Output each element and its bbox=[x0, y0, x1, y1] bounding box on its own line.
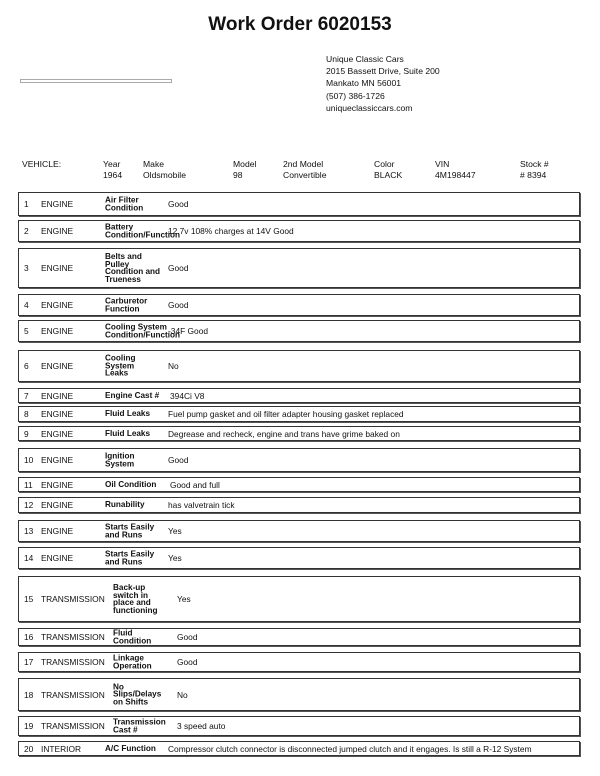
row-category: TRANSMISSION bbox=[41, 594, 105, 604]
row-number: 14 bbox=[24, 553, 34, 563]
row-value: Fuel pump gasket and oil filter adapter housing gasket replaced bbox=[168, 409, 404, 419]
row-value: 3 speed auto bbox=[177, 721, 226, 731]
row-item-line: on Shifts bbox=[113, 697, 149, 707]
company-block bbox=[326, 53, 440, 114]
row-item-line: Operation bbox=[113, 661, 152, 670]
row-item-line: Fluid Leaks bbox=[105, 409, 151, 419]
row-value: has valvetrain tick bbox=[168, 500, 235, 510]
row-category: ENGINE bbox=[41, 500, 74, 510]
row-category: ENGINE bbox=[41, 428, 74, 439]
vehicle-vin: VIN 4M198447 bbox=[435, 159, 476, 180]
row-number: 18 bbox=[24, 689, 34, 700]
row-item bbox=[113, 718, 166, 733]
row-category: ENGINE bbox=[41, 455, 74, 465]
row-category: ENGINE bbox=[41, 226, 74, 236]
row-number: 20 bbox=[24, 743, 34, 754]
row-item-line: Condition/Function bbox=[105, 230, 181, 239]
row-category: ENGINE bbox=[41, 263, 74, 273]
table-row bbox=[18, 320, 580, 342]
row-item-line: Cooling bbox=[105, 353, 136, 363]
row-category: ENGINE bbox=[41, 526, 74, 536]
row-item-line: Fluid Leaks bbox=[105, 428, 151, 438]
row-value: Good bbox=[168, 199, 189, 209]
row-number: 1 bbox=[24, 199, 29, 209]
row-item-line: functioning bbox=[113, 605, 158, 615]
row-item-line: Condition/Function bbox=[105, 330, 181, 339]
row-category: TRANSMISSION bbox=[41, 632, 105, 642]
row-item bbox=[105, 392, 159, 400]
row-item-line: A/C Function bbox=[105, 743, 156, 753]
row-number: 10 bbox=[24, 455, 34, 465]
table-row bbox=[18, 628, 580, 646]
row-number: 15 bbox=[24, 594, 34, 604]
company-city: Mankato MN 56001 bbox=[326, 78, 401, 89]
row-item-line: switch in bbox=[113, 590, 149, 600]
row-category: TRANSMISSION bbox=[41, 657, 105, 667]
row-number: 9 bbox=[24, 428, 29, 439]
row-value: Yes bbox=[177, 594, 191, 604]
table-row bbox=[18, 426, 580, 441]
row-number: 8 bbox=[24, 409, 29, 419]
row-item-line: Cooling System bbox=[105, 322, 167, 332]
vehicle-color: Color BLACK bbox=[374, 159, 403, 180]
row-category: TRANSMISSION bbox=[41, 721, 105, 731]
row-number: 2 bbox=[24, 226, 29, 236]
row-category: ENGINE bbox=[41, 326, 74, 336]
row-item-line: Belts and bbox=[105, 251, 142, 261]
table-row bbox=[18, 294, 580, 316]
row-item-line: Back-up bbox=[113, 582, 146, 592]
row-item bbox=[113, 629, 151, 644]
row-item-line: Function bbox=[105, 304, 140, 313]
row-number: 13 bbox=[24, 526, 34, 536]
row-value: Good bbox=[177, 632, 198, 642]
row-item-line: Engine Cast # bbox=[105, 390, 160, 400]
company-name: Unique Classic Cars bbox=[326, 54, 404, 64]
vehicle-make: Make Oldsmobile bbox=[143, 159, 186, 180]
row-item-line: No bbox=[113, 682, 124, 692]
vehicle-stock: Stock # # 8394 bbox=[520, 159, 549, 180]
table-row bbox=[18, 547, 580, 569]
row-number: 11 bbox=[24, 479, 33, 490]
row-value: No bbox=[168, 361, 179, 371]
row-item bbox=[105, 501, 145, 509]
row-item-line: Leaks bbox=[105, 368, 129, 378]
divider bbox=[20, 79, 172, 83]
vehicle-label: VEHICLE: bbox=[22, 159, 62, 169]
row-item-line: System bbox=[105, 459, 135, 468]
row-item-line: Condition bbox=[105, 203, 144, 212]
row-number: 6 bbox=[24, 361, 29, 371]
row-category: ENGINE bbox=[41, 390, 74, 401]
row-value: Yes bbox=[168, 553, 182, 563]
company-website: uniqueclassiccars.com bbox=[326, 102, 413, 113]
row-value: Good and full bbox=[170, 479, 220, 490]
row-number: 3 bbox=[24, 263, 29, 273]
row-item bbox=[113, 584, 158, 614]
row-item-line: Slips/Delays bbox=[113, 689, 162, 699]
row-value: Good bbox=[168, 263, 189, 273]
row-number: 5 bbox=[24, 326, 29, 336]
row-category: ENGINE bbox=[41, 409, 74, 419]
row-item bbox=[113, 654, 152, 669]
row-item bbox=[105, 430, 150, 438]
page-title: Work Order 6020153 bbox=[208, 14, 392, 35]
table-row bbox=[18, 220, 580, 242]
row-category: ENGINE bbox=[41, 300, 74, 310]
row-value: Good bbox=[168, 455, 189, 465]
table-row bbox=[18, 477, 580, 492]
vehicle-second-model: 2nd Model Convertible bbox=[283, 159, 327, 180]
table-row bbox=[18, 192, 580, 216]
row-value: -34F Good bbox=[168, 326, 209, 336]
company-phone: (507) 386-1726 bbox=[326, 90, 385, 101]
row-item-line: Runability bbox=[105, 500, 145, 510]
row-item-line: Ignition bbox=[105, 451, 135, 461]
row-item-line: Linkage bbox=[113, 653, 144, 663]
row-number: 19 bbox=[24, 721, 34, 731]
row-item-line: Cast # bbox=[113, 725, 138, 734]
row-value: 12.7v 108% charges at 14V Good bbox=[168, 226, 294, 236]
row-category: TRANSMISSION bbox=[41, 689, 105, 700]
row-item bbox=[105, 196, 143, 211]
row-item bbox=[105, 297, 147, 312]
row-item-line: Condition and bbox=[105, 267, 161, 276]
row-item bbox=[105, 253, 160, 283]
vehicle-year: Year 1964 bbox=[103, 159, 123, 180]
table-row bbox=[18, 248, 580, 288]
row-value: Compressor clutch connector is disconnected jumped clutch and it engages. Is still a R-12 System bbox=[168, 743, 532, 754]
table-row bbox=[18, 350, 580, 382]
row-item-line: Oil Condition bbox=[105, 479, 157, 489]
row-item bbox=[105, 481, 156, 489]
row-value: Yes bbox=[168, 526, 182, 536]
row-number: 7 bbox=[24, 390, 29, 401]
row-item-line: Carburetor bbox=[105, 296, 148, 306]
row-number: 17 bbox=[24, 657, 34, 667]
row-value: Good bbox=[177, 657, 198, 667]
row-item bbox=[113, 683, 161, 706]
table-row bbox=[18, 448, 580, 472]
table-row bbox=[18, 576, 580, 622]
row-category: ENGINE bbox=[41, 199, 74, 209]
row-item-line: and Runs bbox=[105, 530, 143, 539]
row-value: 394Ci V8 bbox=[170, 390, 205, 401]
row-value: Degrease and recheck, engine and trans have grime baked on bbox=[168, 428, 400, 439]
table-row bbox=[18, 388, 580, 403]
row-item-line: place and bbox=[113, 598, 151, 607]
row-category: ENGINE bbox=[41, 479, 74, 490]
table-row bbox=[18, 678, 580, 711]
row-item-line: Fluid bbox=[113, 628, 133, 638]
row-category: INTERIOR bbox=[41, 743, 82, 754]
row-item-line: and Runs bbox=[105, 557, 143, 566]
table-row bbox=[18, 652, 580, 672]
table-row bbox=[18, 716, 580, 736]
row-item-line: System bbox=[105, 361, 135, 371]
row-item-line: Condition bbox=[113, 636, 152, 645]
row-item-line: Air Filter bbox=[105, 195, 139, 205]
row-value: Good bbox=[168, 300, 189, 310]
row-item bbox=[105, 452, 135, 467]
row-item-line: Battery bbox=[105, 222, 134, 232]
row-item bbox=[105, 355, 135, 378]
row-number: 12 bbox=[24, 500, 34, 510]
row-item-line: Trueness bbox=[105, 274, 141, 284]
row-item-line: Pulley bbox=[105, 259, 130, 269]
vehicle-info bbox=[0, 159, 600, 185]
row-item-line: Starts Easily bbox=[105, 522, 155, 532]
row-value: No bbox=[177, 689, 188, 700]
row-item-line: Starts Easily bbox=[105, 549, 155, 559]
row-item-line: Transmission bbox=[113, 717, 166, 727]
row-item bbox=[105, 523, 154, 538]
row-item bbox=[105, 745, 156, 753]
table-row bbox=[18, 497, 580, 513]
row-number: 16 bbox=[24, 632, 34, 642]
row-item bbox=[105, 410, 150, 418]
row-item bbox=[105, 550, 154, 565]
row-category: ENGINE bbox=[41, 361, 74, 371]
table-row bbox=[18, 406, 580, 422]
company-address: 2015 Bassett Drive, Suite 200 bbox=[326, 66, 440, 77]
row-number: 4 bbox=[24, 300, 29, 310]
row-category: ENGINE bbox=[41, 553, 74, 563]
table-row bbox=[18, 741, 580, 756]
vehicle-model: Model 98 bbox=[233, 159, 257, 180]
table-row bbox=[18, 520, 580, 542]
